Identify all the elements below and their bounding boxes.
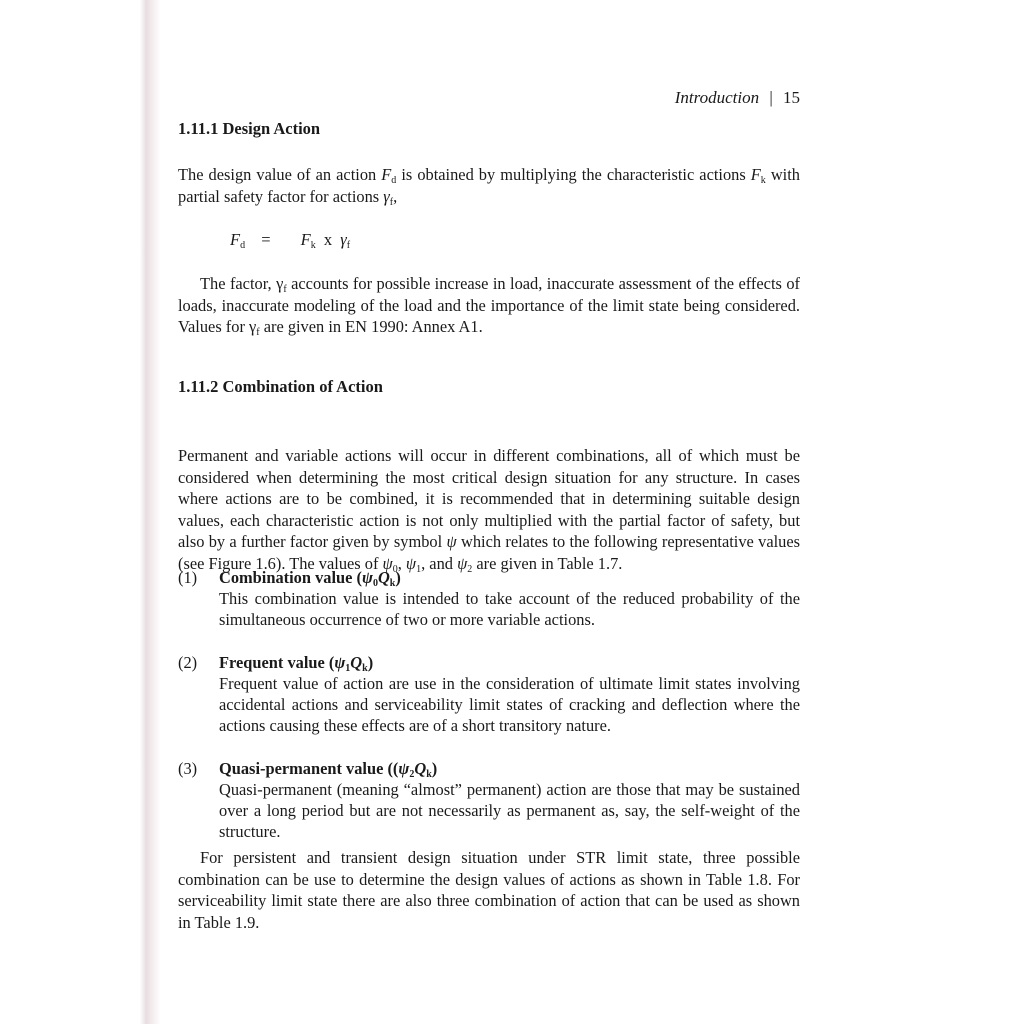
text: ,: [393, 186, 398, 206]
list-item-quasi-permanent-value: [178, 758, 800, 842]
text: ,: [397, 553, 406, 573]
section-heading-combination-of-action: 1.11.2 Combination of Action: [178, 377, 383, 396]
page-number: 15: [783, 88, 800, 107]
list-item-body: This combination value is intended to take account of the reduced probability of the simultaneous occurrence of two or more variable actions.: [219, 589, 800, 629]
list-item-number: (1): [178, 568, 198, 587]
symbol-gamma: γ: [249, 317, 257, 336]
symbol-f: F: [381, 165, 392, 184]
text: are given in Table 1.7.: [472, 553, 623, 573]
factor-paragraph: [178, 273, 800, 338]
subscript: f: [389, 196, 394, 208]
eq-rhs1-sub: k: [310, 240, 316, 251]
page-binding-shadow: [0, 0, 160, 1024]
text: which relates to the following representative values (see Figure 1.6). The values of: [178, 532, 801, 573]
list-item-frequent-value: [178, 652, 800, 736]
eq-equals: =: [261, 230, 271, 249]
eq-lhs-sub: d: [240, 240, 246, 251]
symbol-gamma: γ: [276, 274, 284, 293]
subscript: k: [760, 175, 766, 186]
list-item-title: Frequent value $(\psi_1Q_k)$: [219, 653, 374, 674]
closing-paragraph: For persistent and transient design situation under STR limit state, three possible combination can be use to determine the design values of actions as shown in Table 1.8. For serviceability limit state there are also three combination of action that can be used as shown in Table 1.9.: [178, 848, 800, 932]
design-action-paragraph: [178, 164, 800, 207]
running-head-title: Introduction: [674, 88, 760, 107]
symbol-gamma: γ: [383, 186, 390, 206]
symbol-psi: ψ: [446, 532, 457, 551]
section-heading-design-action: 1.11.1 Design Action: [178, 119, 321, 138]
text: Permanent and variable actions will occur in different combinations, all of which must be considered when determining the most critical design situation for any structure. In cases where actions are to be combined, it is recommended that in determining suitable design values, each characteristic action is not only multiplied with the partial factor of safety, but also by a further factor given by symbol: [178, 446, 800, 551]
symbol-f: F: [750, 165, 761, 184]
list-item-title: Combination value $(\psi_0Q_k)$: [219, 568, 401, 589]
list-item-body: Frequent value of action are use in the consideration of ultimate limit states involving accidental actions and serviceability limit states of cracking and deflection where the actions causing these effects are of a short transitory nature.: [219, 674, 800, 735]
subscript: 1: [416, 563, 422, 575]
subscript: 2: [467, 563, 473, 575]
design-value-equation: [230, 230, 350, 250]
running-head: [675, 88, 800, 108]
eq-times: x: [323, 230, 333, 249]
text: with partial safety factor for actions: [178, 165, 800, 206]
list-item-combination-value: [178, 567, 800, 630]
text: The design value of an action: [178, 165, 382, 184]
eq-rhs1: F: [300, 230, 311, 249]
list-item-body: Quasi-permanent (meaning “almost” permanent) action are those that may be sustained over a long period but are not necessarily as permanent as, say, the self-weight of the structure.: [219, 780, 800, 841]
text: are given in EN 1990: Annex A1.: [259, 317, 483, 336]
running-head-separator: |: [769, 88, 773, 107]
list-item-number: (3): [178, 759, 198, 778]
book-page: [178, 0, 800, 1024]
eq-lhs: F: [230, 230, 241, 249]
combination-paragraph: [178, 445, 800, 574]
subscript: 0: [392, 563, 398, 575]
symbol-psi: ψ: [405, 553, 417, 573]
subscript: d: [391, 175, 397, 186]
eq-rhs2-sub: f: [346, 240, 351, 251]
text: , and: [421, 553, 458, 573]
text: The factor,: [200, 274, 277, 293]
text: accounts for possible increase in load, inaccurate assessment of the effects of loads, inaccurate modeling of the load and the importance of the limit state being considered. Values for: [178, 274, 800, 336]
list-item-title: Quasi-permanent value ($(\psi_2Q_k)$: [219, 759, 438, 780]
symbol-psi: ψ: [382, 553, 393, 573]
subscript: f: [283, 284, 287, 295]
subscript: f: [256, 327, 260, 338]
list-item-number: (2): [178, 653, 198, 672]
text: is obtained by multiplying the characteristic actions: [396, 165, 751, 184]
symbol-psi: ψ: [457, 553, 468, 573]
eq-rhs2: γ: [340, 230, 347, 249]
